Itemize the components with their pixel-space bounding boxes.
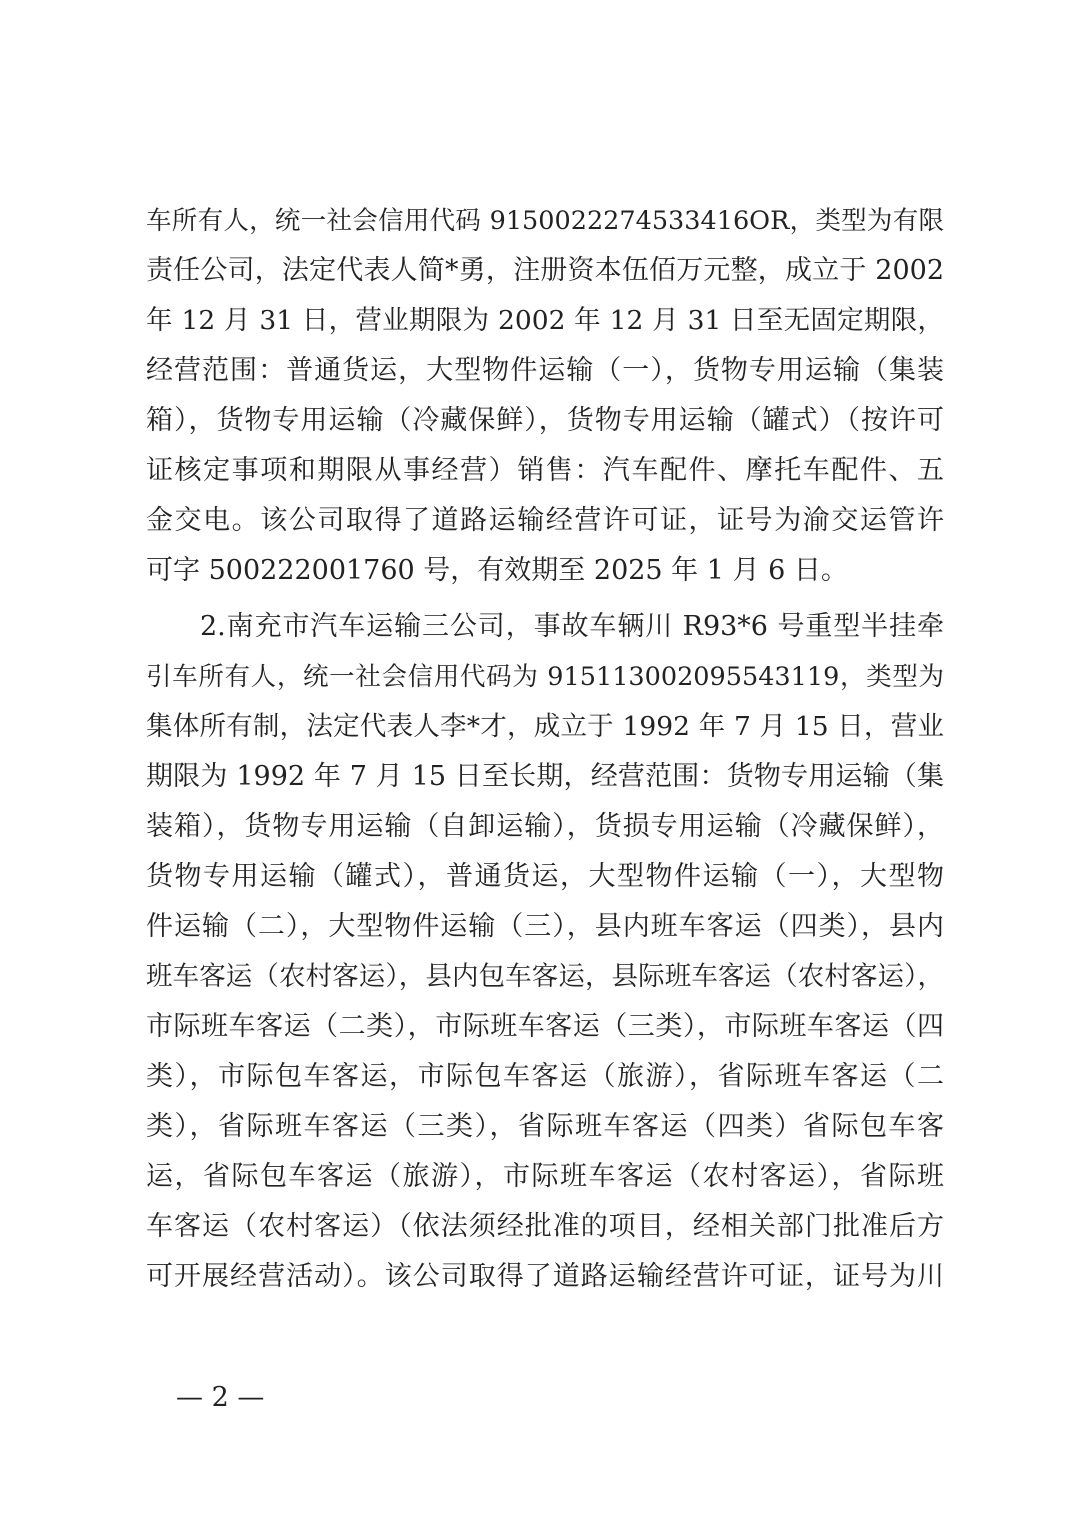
paragraph-2-line-4: 期限为 1992 年 7 月 15 日至长期，经营范围：货物专用运输（集 — [146, 761, 944, 792]
paragraph-2-line-2: 引车所有人，统一社会信用代码为 915113002095543119，类型为 — [146, 662, 944, 692]
paragraph-2-line-11: 类），省际班车客运（三类），省际班车客运（四类）省际包车客 — [146, 1111, 944, 1142]
paragraph-1-line-6: 证核定事项和期限从事经营）销售：汽车配件、摩托车配件、五 — [146, 455, 944, 486]
paragraph-2-line-14: 可开展经营活动）。该公司取得了道路运输经营许可证，证号为川 — [146, 1261, 944, 1292]
paragraph-1-line-2: 责任公司，法定代表人简*勇，注册资本伍佰万元整，成立于 2002 — [146, 255, 944, 286]
paragraph-2-line-6: 货物专用运输（罐式），普通货运，大型物件运输（一），大型物 — [146, 861, 944, 892]
paragraph-2-line-1: 2.南充市汽车运输三公司，事故车辆川 R93*6 号重型半挂牵 — [200, 611, 944, 642]
paragraph-1-line-3: 年 12 月 31 日，营业期限为 2002 年 12 月 31 日至无固定期限， — [146, 305, 944, 336]
paragraph-2-line-7: 件运输（二），大型物件运输（三），县内班车客运（四类），县内 — [146, 911, 944, 942]
paragraph-2-line-10: 类），市际包车客运，市际包车客运（旅游），省际班车客运（二 — [146, 1061, 944, 1092]
paragraph-2-line-3: 集体所有制，法定代表人李*才，成立于 1992 年 7 月 15 日，营业 — [146, 711, 944, 742]
paragraph-1-line-4: 经营范围：普通货运，大型物件运输（一），货物专用运输（集装 — [146, 355, 944, 386]
paragraph-2-line-12: 运，省际包车客运（旅游），市际班车客运（农村客运），省际班 — [146, 1161, 944, 1192]
paragraph-2-line-8: 班车客运（农村客运），县内包车客运，县际班车客运（农村客运）， — [146, 961, 944, 992]
paragraph-1-line-8: 可字 500222001760 号，有效期至 2025 年 1 月 6 日。 — [146, 555, 848, 586]
page-number: — 2 — — [176, 1382, 265, 1413]
paragraph-2-line-13: 车客运（农村客运）（依法须经批准的项目，经相关部门批准后方 — [146, 1211, 944, 1242]
paragraph-1-line-5: 箱），货物专用运输（冷藏保鲜），货物专用运输（罐式）（按许可 — [146, 405, 944, 436]
paragraph-1-line-1: 车所有人，统一社会信用代码 9150022274533416OR，类型为有限 — [146, 206, 944, 236]
paragraph-1-line-7: 金交电。该公司取得了道路运输经营许可证，证号为渝交运管许 — [146, 505, 944, 536]
paragraph-2-line-5: 装箱），货物专用运输（自卸运输），货损专用运输（冷藏保鲜）， — [146, 811, 944, 842]
paragraph-2-line-9: 市际班车客运（二类），市际班车客运（三类），市际班车客运（四 — [146, 1011, 944, 1042]
